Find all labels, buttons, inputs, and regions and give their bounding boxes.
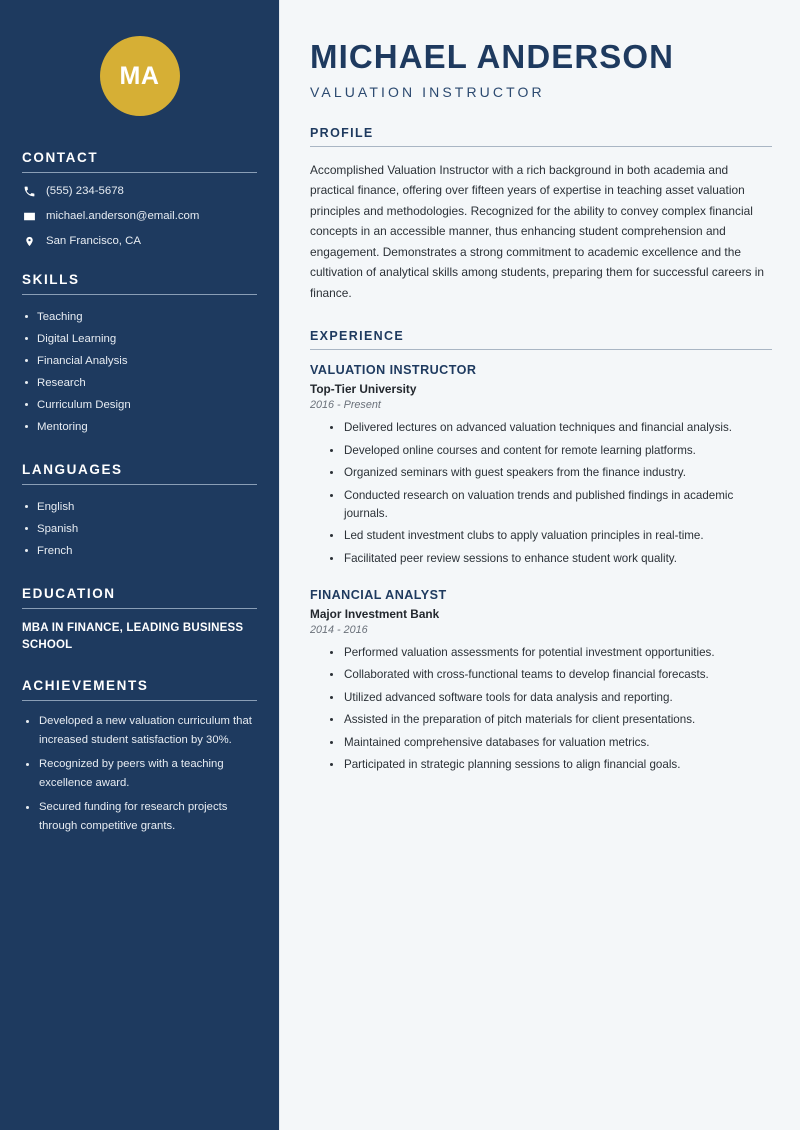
sidebar-section-achievements: [22, 678, 257, 835]
job-bullet-list: [310, 419, 772, 568]
phone-icon: [22, 184, 36, 198]
education-heading: EDUCATION: [22, 586, 116, 601]
envelope-icon: [22, 209, 36, 223]
contact-heading: CONTACT: [22, 150, 99, 165]
list-item: Collaborated with cross-functional teams to develop financial forecasts.: [328, 666, 772, 684]
job-company: Major Investment Bank: [310, 606, 440, 621]
sidebar-section-education: [22, 586, 257, 654]
list-item: Conducted research on valuation trends and published findings in academic journals.: [328, 487, 772, 523]
main-content: [279, 0, 800, 1130]
contact-phone-row[interactable]: [22, 184, 257, 198]
list-item: Developed a new valuation curriculum that increased student satisfaction by 30%.: [22, 712, 257, 749]
job-title: FINANCIAL ANALYST: [310, 587, 447, 602]
skills-list: [22, 306, 257, 438]
list-item: Organized seminars with guest speakers from the finance industry.: [328, 464, 772, 482]
contact-phone-value: (555) 234-5678: [46, 185, 124, 197]
experience-divider: [310, 349, 772, 350]
experience-entry: [310, 588, 772, 775]
sidebar-section-languages: [22, 462, 257, 562]
sidebar: [0, 0, 279, 1130]
list-item: Facilitated peer review sessions to enhance student work quality.: [328, 550, 772, 568]
job-dates: 2016 - Present: [310, 399, 381, 412]
list-item: Teaching: [22, 306, 257, 328]
section-profile: [310, 126, 772, 304]
languages-divider: [22, 484, 257, 485]
list-item: Secured funding for research projects through competitive grants.: [22, 798, 257, 835]
list-item: Delivered lectures on advanced valuation techniques and financial analysis.: [328, 419, 772, 437]
list-item: Utilized advanced software tools for data analysis and reporting.: [328, 689, 772, 707]
achievements-divider: [22, 700, 257, 701]
section-experience: [310, 329, 772, 774]
avatar-container: [22, 0, 257, 150]
experience-entry: [310, 363, 772, 568]
languages-heading: LANGUAGES: [22, 462, 123, 477]
contact-divider: [22, 172, 257, 173]
education-item: MBA IN FINANCE, LEADING BUSINESS SCHOOL: [22, 622, 244, 651]
sidebar-section-contact: [22, 150, 257, 248]
skills-heading: SKILLS: [22, 272, 80, 287]
list-item: Participated in strategic planning sessions to align financial goals.: [328, 756, 772, 774]
page-title: MICHAEL ANDERSON: [310, 38, 675, 75]
list-item: English: [22, 496, 257, 518]
list-item: Financial Analysis: [22, 350, 257, 372]
list-item: French: [22, 540, 257, 562]
profile-divider: [310, 146, 772, 147]
contact-location-row[interactable]: [22, 234, 257, 248]
list-item: Recognized by peers with a teaching excellence award.: [22, 755, 257, 792]
languages-list: [22, 496, 257, 562]
job-dates: 2014 - 2016: [310, 623, 368, 636]
list-item: Curriculum Design: [22, 394, 257, 416]
list-item: Developed online courses and content for remote learning platforms.: [328, 442, 772, 460]
list-item: Led student investment clubs to apply valuation principles in real-time.: [328, 527, 772, 545]
experience-heading: EXPERIENCE: [310, 329, 405, 344]
list-item: Mentoring: [22, 416, 257, 438]
job-bullet-list: [310, 644, 772, 775]
list-item: Spanish: [22, 518, 257, 540]
list-item: Research: [22, 372, 257, 394]
location-pin-icon: [22, 234, 36, 248]
job-title: VALUATION INSTRUCTOR: [310, 363, 477, 378]
job-company: Top-Tier University: [310, 382, 417, 397]
skills-divider: [22, 294, 257, 295]
education-divider: [22, 608, 257, 609]
contact-email-value: michael.anderson@email.com: [46, 210, 200, 222]
avatar: MA: [100, 36, 180, 116]
list-item: Assisted in the preparation of pitch materials for client presentations.: [328, 711, 772, 729]
profile-heading: PROFILE: [310, 125, 374, 140]
list-item: Maintained comprehensive databases for valuation metrics.: [328, 734, 772, 752]
list-item: Performed valuation assessments for potential investment opportunities.: [328, 644, 772, 662]
profile-text: Accomplished Valuation Instructor with a rich background in both academia and practical finance, offering over fifteen years of expertise in teaching asset valuation principles and methodologies. Recognized for the ability to convey complex financial concepts in an accessible manner, thus enhancing student comprehension and engagement. Demonstrates a strong commitment to academic excellence and the cultivation of analytical skills among students, preparing them for successful careers in finance.: [310, 162, 765, 300]
sidebar-section-skills: [22, 272, 257, 438]
contact-location-value: San Francisco, CA: [46, 235, 141, 247]
achievements-list: [22, 712, 257, 835]
contact-email-row[interactable]: [22, 209, 257, 223]
achievements-heading: ACHIEVEMENTS: [22, 678, 149, 693]
experience-spacer: [310, 573, 772, 588]
job-role-subtitle: VALUATION INSTRUCTOR: [310, 83, 545, 100]
list-item: Digital Learning: [22, 328, 257, 350]
